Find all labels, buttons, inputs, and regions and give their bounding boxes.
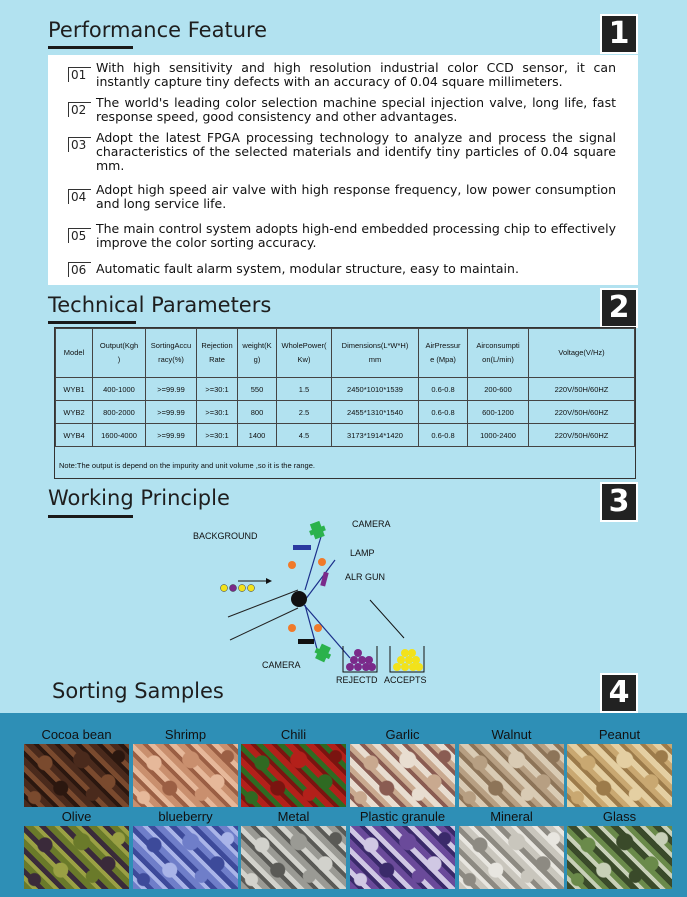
section-header-sorting <box>52 679 224 709</box>
feature-text: The world's leading color selection machine special injection valve, long life, fast response speed, good consistency and other advantages. <box>96 95 616 124</box>
material-path <box>305 560 335 600</box>
lamp-icon <box>288 561 296 569</box>
sample-tile <box>24 809 129 889</box>
feature-number: 04 <box>68 189 91 204</box>
working-principle-diagram <box>0 510 687 690</box>
peanut-photo <box>567 744 672 807</box>
sample-label: Olive <box>61 809 92 824</box>
sample-label: Chili <box>280 727 307 742</box>
section-underline <box>48 46 133 49</box>
chili-photo <box>241 744 346 807</box>
col-air-consumption: Airconsumpti on(L/min) <box>468 329 529 378</box>
olive-photo <box>24 826 129 889</box>
feature-number: 06 <box>68 262 91 277</box>
walnut-photo <box>459 744 564 807</box>
shrimp-photo <box>133 744 238 807</box>
label-background: BACKGROUND <box>193 531 258 541</box>
col-power: WholePower( Kw) <box>277 329 332 378</box>
table-row: WYB1 400-1000 >=99.99 >=30:1 550 1.5 2450*1010*1539 0.6-0.8 200-600 220V/50H/60HZ <box>56 378 635 401</box>
sample-tile <box>350 809 455 889</box>
bottom-plate <box>298 639 314 644</box>
feed-roller <box>291 591 307 607</box>
camera-top-icon <box>307 520 328 541</box>
reject-pile <box>346 649 376 671</box>
metal-photo <box>241 826 346 889</box>
sample-label: Plastic granule <box>359 809 446 824</box>
garlic-photo <box>350 744 455 807</box>
sample-label: Garlic <box>385 727 420 742</box>
feature-number: 02 <box>68 102 91 117</box>
glass-photo <box>567 826 672 889</box>
parameters-table <box>55 328 635 447</box>
section-title: Performance Feature <box>48 18 268 42</box>
air-gun-icon <box>320 572 328 587</box>
label-rejected: REJECTD <box>336 675 378 685</box>
feature-text: With high sensitivity and high resolution industrial color CCD sensor, it can instantly capture tiny defects with an accuracy of 0.04 square millimeters. <box>96 60 616 89</box>
section-title: Technical Parameters <box>48 293 272 317</box>
sample-label: blueberry <box>158 809 213 824</box>
sample-tile <box>459 727 564 807</box>
sample-tile <box>350 727 455 807</box>
sample-tile <box>567 809 672 889</box>
sample-label: Walnut <box>491 727 532 742</box>
sample-label: Mineral <box>490 809 533 824</box>
sample-label: Metal <box>277 809 310 824</box>
cocoa-bean-photo <box>24 744 129 807</box>
background-plate <box>293 545 311 550</box>
label-air-gun: ALR GUN <box>345 572 386 582</box>
particle <box>221 585 228 592</box>
table-header-row <box>56 329 635 378</box>
feature-number: 01 <box>68 67 91 82</box>
accept-pile <box>393 649 423 671</box>
particle <box>230 585 237 592</box>
section-header-performance <box>48 18 267 48</box>
blueberry-photo <box>133 826 238 889</box>
feature-text: The main control system adopts high-end embedded processing chip to effectively improve the color sorting accuracy. <box>96 221 616 250</box>
table-note: Note:The output is depend on the impurity and unit volume ,so it is the range. <box>59 461 315 470</box>
section-title: Sorting Samples <box>52 679 224 703</box>
col-dimensions: Dimensions(L*W*H) mm <box>332 329 419 378</box>
feature-number: 05 <box>68 228 91 243</box>
section-underline <box>48 321 136 324</box>
sample-label: Cocoa bean <box>41 727 112 742</box>
col-voltage: Voltage(V/Hz) <box>529 329 635 378</box>
section-header-technical <box>48 293 271 323</box>
label-accepts: ACCEPTS <box>384 675 427 685</box>
col-model: Model <box>56 329 93 378</box>
col-air-pressure: AirPressur e (Mpa) <box>419 329 468 378</box>
features-panel <box>48 55 638 285</box>
sample-tile <box>567 727 672 807</box>
section-number: 4 <box>600 673 638 713</box>
parameters-table-panel <box>54 327 636 479</box>
sample-label: Shrimp <box>164 727 207 742</box>
label-camera-top: CAMERA <box>352 519 391 529</box>
section-number: 2 <box>600 288 638 328</box>
col-accuracy: SortingAccu racy(%) <box>146 329 197 378</box>
feature-number: 03 <box>68 137 91 152</box>
sample-tile <box>241 727 346 807</box>
sample-label: Peanut <box>598 727 641 742</box>
label-lamp: LAMP <box>350 548 375 558</box>
table-row: WYB2 800-2000 >=99.99 >=30:1 800 2.5 2455*1310*1540 0.6-0.8 600-1200 220V/50H/60HZ <box>56 401 635 424</box>
feature-text: Automatic fault alarm system, modular structure, easy to maintain. <box>96 261 519 276</box>
sample-tile <box>133 727 238 807</box>
label-camera-bottom: CAMERA <box>262 660 301 670</box>
plastic-granule-photo <box>350 826 455 889</box>
particle <box>239 585 246 592</box>
lamp-icon <box>288 624 296 632</box>
col-rejection: Rejection Rate <box>197 329 238 378</box>
sample-tile <box>241 809 346 889</box>
table-row: WYB4 1600-4000 >=99.99 >=30:1 1400 4.5 3173*1914*1420 0.6-0.8 1000-2400 220V/50H/60HZ <box>56 424 635 447</box>
sample-tile <box>133 809 238 889</box>
sample-tile <box>24 727 129 807</box>
particle <box>248 585 255 592</box>
feature-text: Adopt high speed air valve with high response frequency, low power consumption and long service life. <box>96 182 616 211</box>
lamp-icon <box>314 624 322 632</box>
mineral-photo <box>459 826 564 889</box>
section-number: 3 <box>600 482 638 522</box>
section-number: 1 <box>600 14 638 54</box>
sample-tile <box>459 809 564 889</box>
col-weight: weight(K g) <box>238 329 277 378</box>
flow-arrow-head <box>266 578 272 584</box>
section-title: Working Principle <box>48 486 230 510</box>
col-output: Output(Kgh ) <box>93 329 146 378</box>
pointer-line <box>370 600 404 638</box>
sample-label: Glass <box>602 809 637 824</box>
feature-text: Adopt the latest FPGA processing technology to analyze and process the signal characteristics of the selected materials and identify tiny particles of 0.04 square mm. <box>96 130 616 173</box>
lamp-icon <box>318 558 326 566</box>
